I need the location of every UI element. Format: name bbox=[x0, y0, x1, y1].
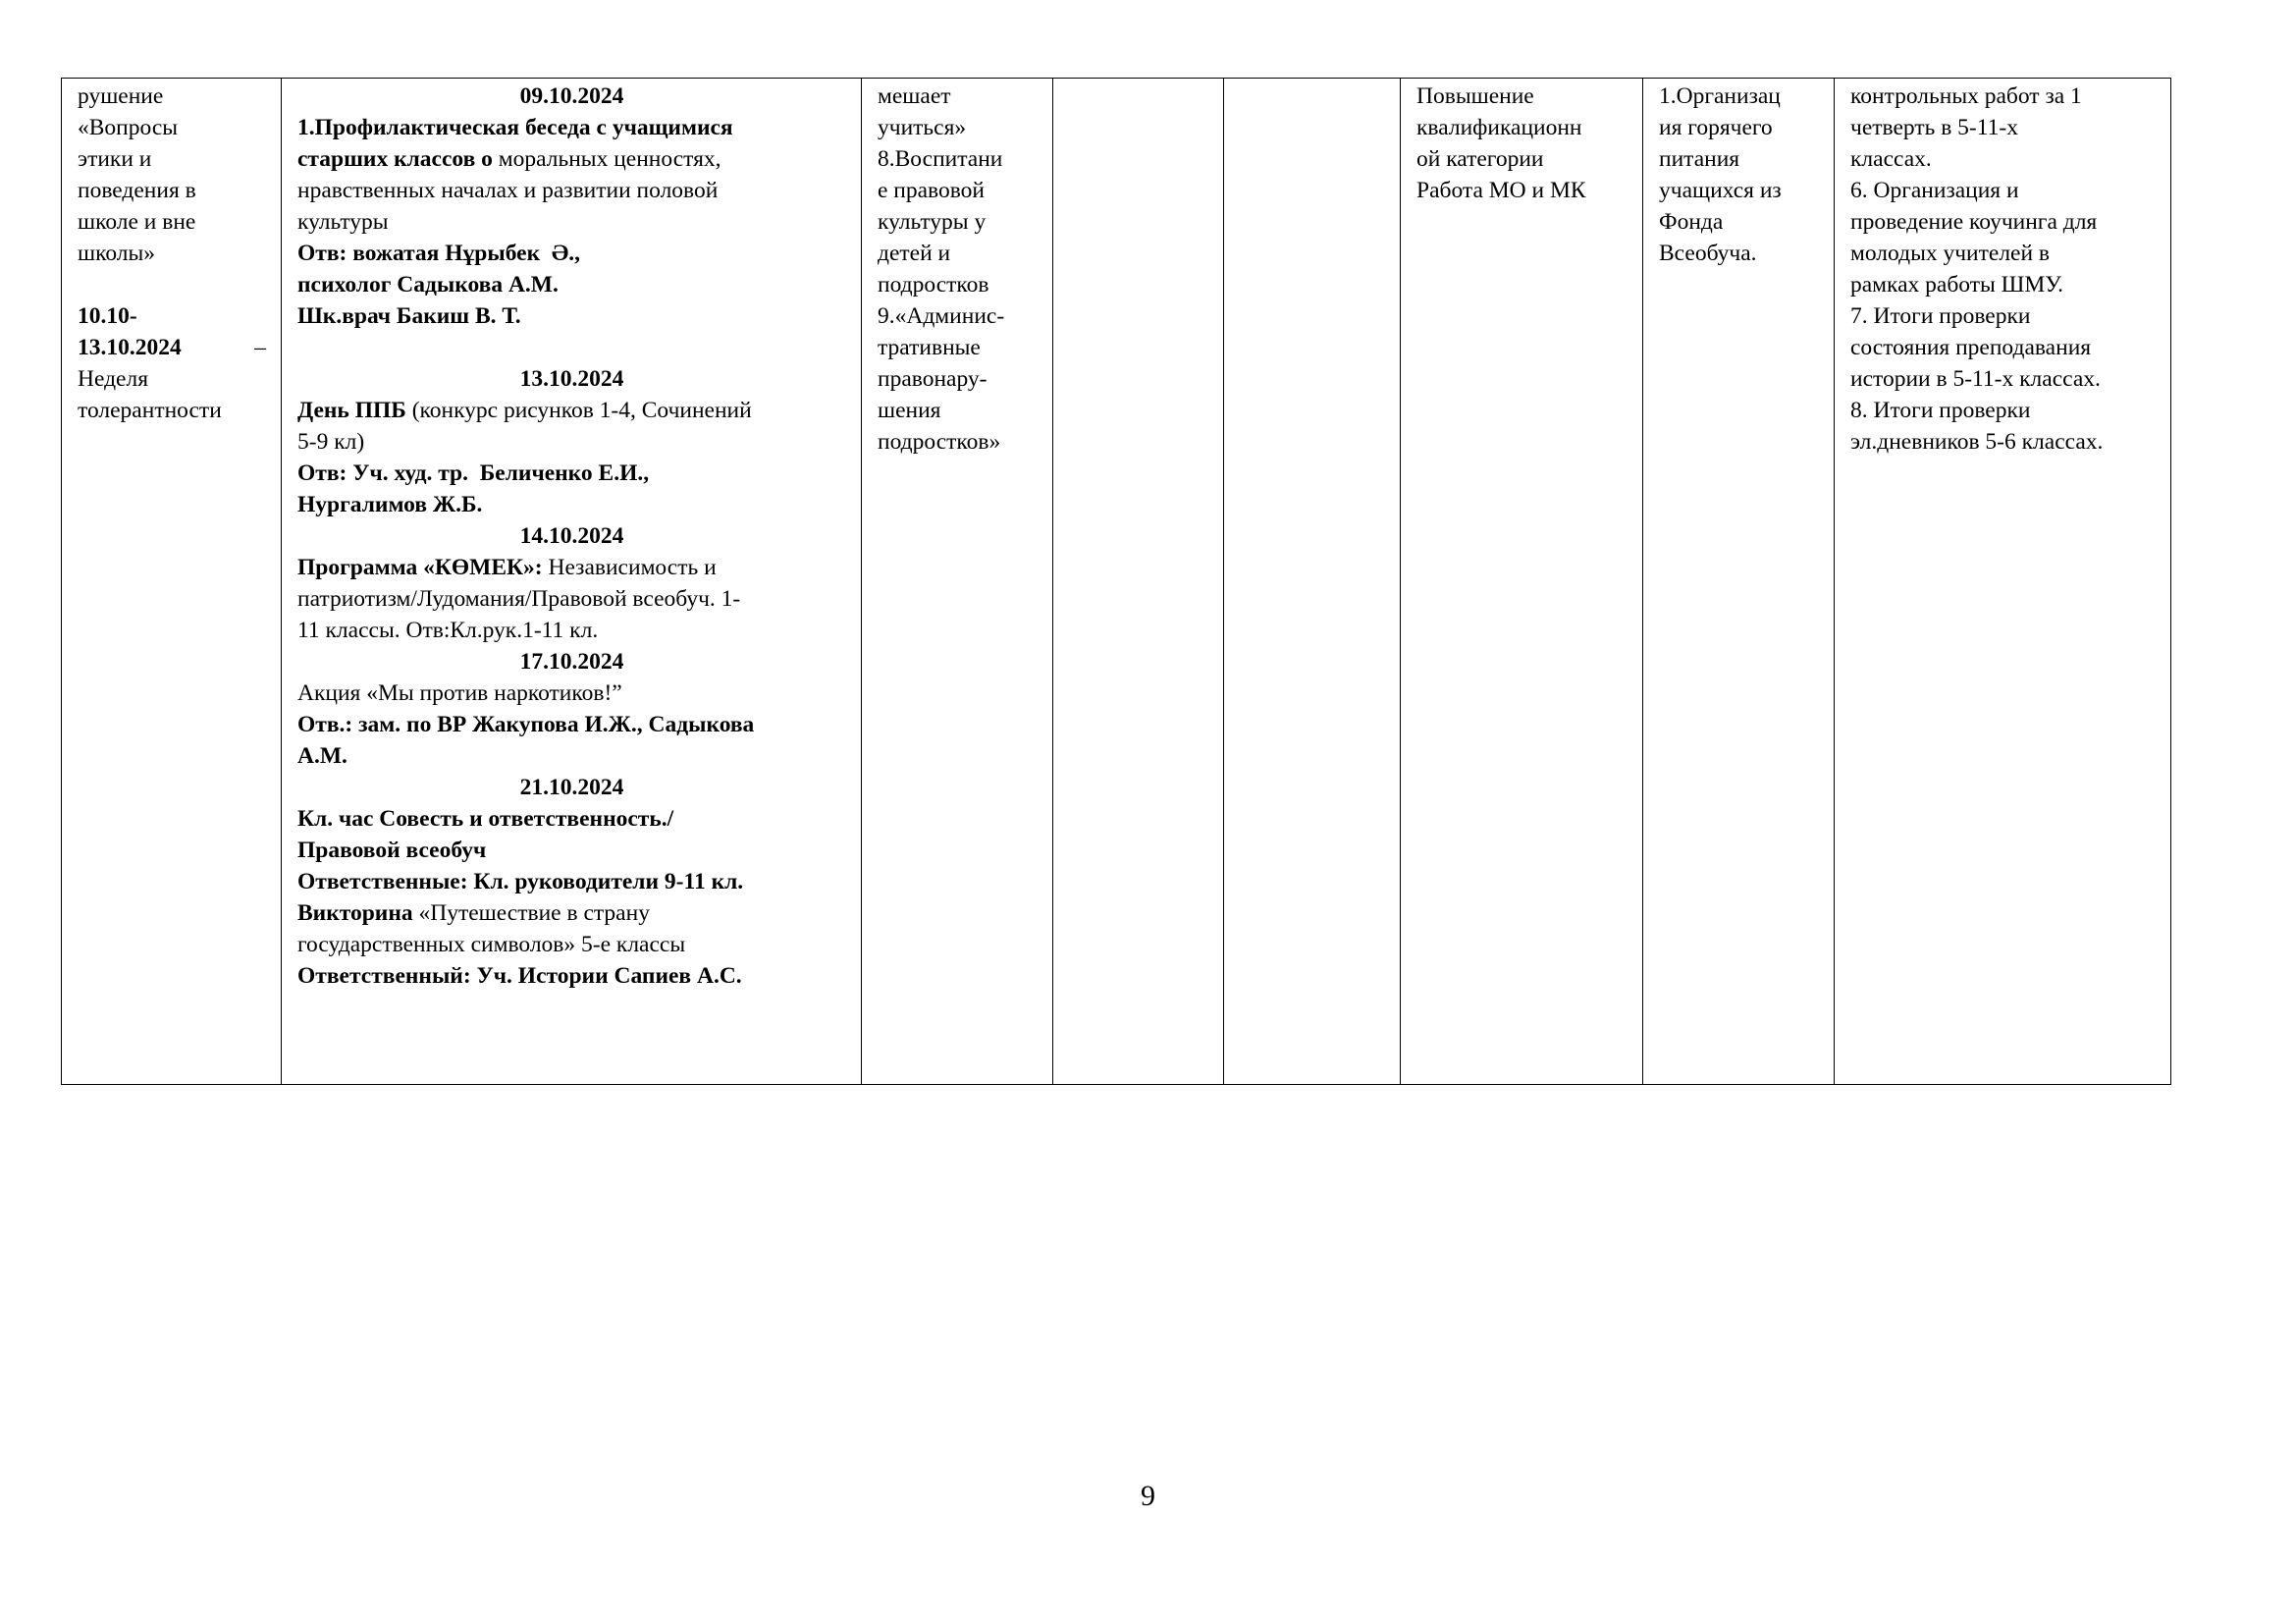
col8-line: эл.дневников 5-6 классах. bbox=[1850, 429, 2104, 455]
col8-line: рамках работы ШМУ. bbox=[1850, 272, 2063, 298]
event-text: Акция «Мы против наркотиков!” bbox=[297, 680, 622, 706]
event-responsible: Ответственный: Уч. Истории Сапиев А.С. bbox=[297, 963, 742, 989]
col6-line: квалификационн bbox=[1416, 115, 1582, 140]
event-title: старших классов о bbox=[297, 146, 493, 172]
event-title: Кл. час Совесть и ответственность./ bbox=[297, 806, 674, 832]
col3-line: 8.Воспитани bbox=[878, 146, 1003, 172]
event-date: 17.10.2024 bbox=[519, 649, 624, 675]
col1-line: поведения в bbox=[78, 178, 196, 203]
col3-line: учиться» bbox=[878, 115, 967, 140]
event-date: 13.10.2024 bbox=[519, 366, 624, 392]
event-title: День ППБ bbox=[297, 398, 406, 423]
event-title: Правовой всеобуч bbox=[297, 838, 487, 863]
event-date: 09.10.2024 bbox=[519, 83, 624, 109]
event-text: нравственных началах и развитии половой bbox=[297, 178, 719, 203]
page-number: 9 bbox=[1141, 1480, 1155, 1512]
col7-line: 1.Организац bbox=[1659, 83, 1781, 109]
col1-line: школы» bbox=[78, 241, 156, 266]
event-line bbox=[297, 395, 846, 426]
plan-table bbox=[61, 78, 2171, 1085]
event-responsible: Шк.врач Бакиш В. Т. bbox=[297, 303, 521, 329]
spacer bbox=[78, 269, 266, 300]
event-line bbox=[297, 897, 846, 929]
col8-line: контрольных работ за 1 bbox=[1850, 83, 2082, 109]
week-dates-end-row bbox=[78, 332, 266, 363]
cell-col5 bbox=[1224, 79, 1401, 1085]
event-line bbox=[297, 552, 846, 583]
event-text: культуры bbox=[297, 209, 389, 235]
event-title: Программа «КӨМЕК»: bbox=[297, 555, 543, 580]
event-date: 14.10.2024 bbox=[519, 523, 624, 549]
event-text: 5-9 кл) bbox=[297, 429, 365, 455]
col1-line: этики и bbox=[78, 146, 152, 172]
col7-line: учащихся из bbox=[1659, 178, 1782, 203]
event-responsible: Отв.: зам. по ВР Жакупова И.Ж., Садыкова bbox=[297, 712, 755, 737]
event-text: (конкурс рисунков 1-4, Сочинений bbox=[405, 398, 752, 423]
event-text: моральных ценностях, bbox=[492, 146, 721, 172]
cell-col2 bbox=[282, 79, 862, 1085]
col8-line: проведение коучинга для bbox=[1850, 209, 2098, 235]
col8-line: состояния преподавания bbox=[1850, 335, 2092, 360]
event-responsible: Отв: Уч. худ. тр. Беличенко Е.И., bbox=[297, 460, 650, 486]
event-responsible: Отв: вожатая Нұрыбек Ә., bbox=[297, 241, 580, 266]
week-title-line: толерантности bbox=[78, 398, 222, 423]
event-text: патриотизм/Лудомания/Правовой всеобуч. 1- bbox=[297, 586, 741, 612]
col3-line: культуры у bbox=[878, 209, 987, 235]
col1-line: «Вопросы bbox=[78, 115, 179, 140]
event-title: Викторина bbox=[297, 900, 413, 926]
col8-line: 6. Организация и bbox=[1850, 178, 2019, 203]
col3-line: 9.«Админис- bbox=[878, 303, 1005, 329]
col1-line: рушение bbox=[78, 83, 164, 109]
spacer bbox=[297, 332, 846, 363]
event-responsible: психолог Садыкова А.М. bbox=[297, 272, 559, 298]
cell-col3 bbox=[862, 79, 1053, 1085]
cell-col7 bbox=[1643, 79, 1835, 1085]
col6-line: ой категории bbox=[1416, 146, 1544, 172]
col3-line: подростков» bbox=[878, 429, 1001, 455]
week-dates-end: 13.10.2024 bbox=[78, 335, 182, 360]
cell-col4 bbox=[1053, 79, 1224, 1085]
col3-line: правонару- bbox=[878, 366, 988, 392]
col8-line: 7. Итоги проверки bbox=[1850, 303, 2031, 329]
col8-line: молодых учителей в bbox=[1850, 241, 2051, 266]
event-text: государственных символов» 5-е классы bbox=[297, 932, 686, 957]
week-dash: – bbox=[254, 335, 266, 360]
col8-line: 8. Итоги проверки bbox=[1850, 398, 2031, 423]
col7-line: питания bbox=[1659, 146, 1740, 172]
cell-col6 bbox=[1401, 79, 1643, 1085]
event-responsible: А.М. bbox=[297, 743, 347, 769]
event-text: Независимость и bbox=[542, 555, 717, 580]
event-line bbox=[297, 143, 846, 175]
table-row bbox=[62, 79, 2171, 1085]
cell-col8 bbox=[1835, 79, 2171, 1085]
col3-line: тративные bbox=[878, 335, 981, 360]
week-title-line: Неделя bbox=[78, 366, 149, 392]
col6-line: Повышение bbox=[1416, 83, 1534, 109]
col3-line: шения bbox=[878, 398, 941, 423]
event-text: «Путешествие в страну bbox=[412, 900, 650, 926]
col7-line: Фонда bbox=[1659, 209, 1724, 235]
week-dates-start: 10.10- bbox=[78, 303, 137, 329]
col3-line: е правовой bbox=[878, 178, 986, 203]
event-date: 21.10.2024 bbox=[519, 775, 624, 800]
event-responsible: Ответственные: Кл. руководители 9-11 кл. bbox=[297, 869, 744, 894]
col3-line: детей и bbox=[878, 241, 951, 266]
event-text: 11 классы. Отв:Кл.рук.1-11 кл. bbox=[297, 618, 599, 643]
col7-line: ия горячего bbox=[1659, 115, 1773, 140]
event-responsible: Нургалимов Ж.Б. bbox=[297, 492, 483, 517]
col8-line: четверть в 5-11-х bbox=[1850, 115, 2018, 140]
col7-line: Всеобуча. bbox=[1659, 241, 1757, 266]
col3-line: подростков bbox=[878, 272, 989, 298]
cell-col1 bbox=[62, 79, 282, 1085]
col8-line: истории в 5-11-х классах. bbox=[1850, 366, 2101, 392]
col1-line: школе и вне bbox=[78, 209, 196, 235]
col6-line: Работа МО и МК bbox=[1416, 178, 1586, 203]
col3-line: мешает bbox=[878, 83, 951, 109]
col8-line: классах. bbox=[1850, 146, 1932, 172]
event-title: 1.Профилактическая беседа с учащимися bbox=[297, 115, 733, 140]
